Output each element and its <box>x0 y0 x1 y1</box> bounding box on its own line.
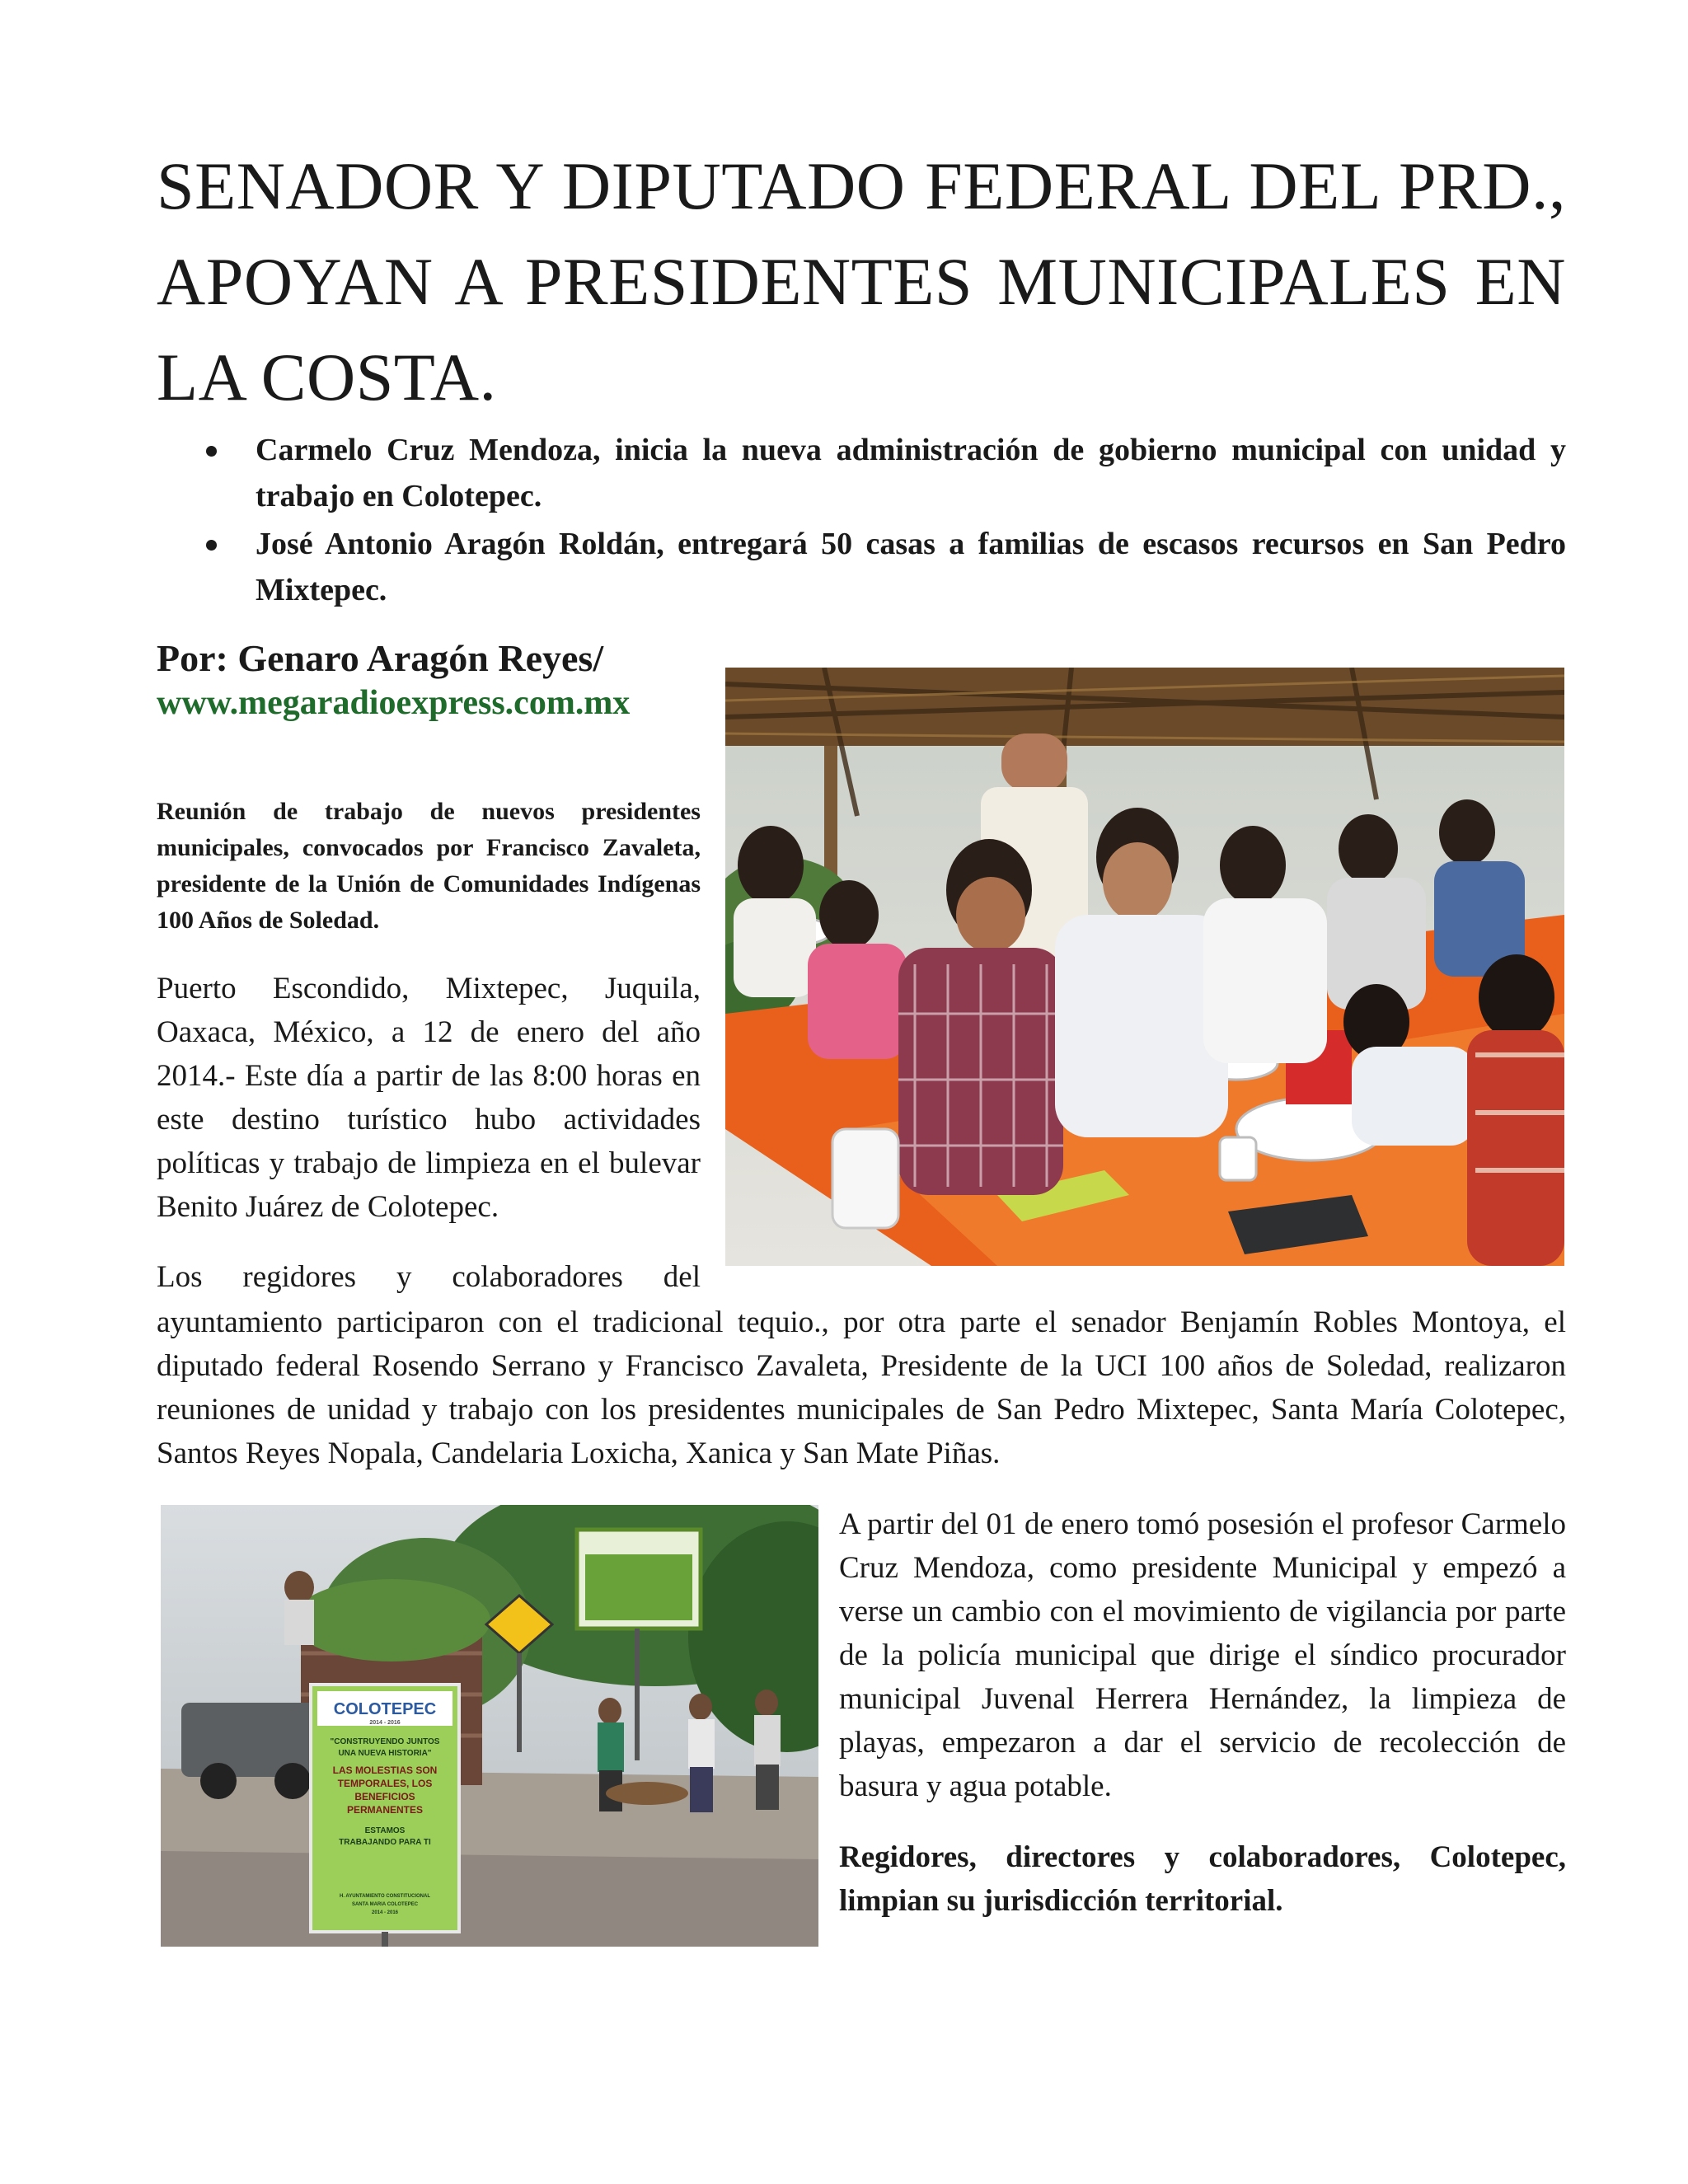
summary-bullet-list <box>198 427 1566 615</box>
sign-line: "CONSTRUYENDO JUNTOS <box>330 1737 440 1746</box>
cleanup-photo <box>161 1505 818 1947</box>
body-paragraph-lead: Los regidores y colaboradores del <box>157 1260 701 1294</box>
sign-years-text: 2014 - 2016 <box>369 1720 401 1726</box>
bullet-dot-icon <box>206 540 217 551</box>
sign-line: SANTA MARIA COLOTEPEC <box>351 1902 419 1907</box>
sign-line: UNA NUEVA HISTORIA" <box>338 1749 432 1758</box>
body-paragraph: A partir del 01 de enero tomó posesión el profesor Carmelo Cruz Mendoza, como presidente Municipal y empezó a verse un cambio con el movimiento de vigilancia por parte de la policía municipal que dirige el síndico procurador municipal Juvenal Herrera Hernández, la limpieza de playas, empezaron a dar el servicio de recolección de basura y agua potable. <box>839 1507 1566 1803</box>
photo-caption-cleanup: Regidores, directores y colaboradores, Colotepec, limpian su jurisdicción territorial. <box>839 1840 1566 1918</box>
website-link[interactable]: www.megaradioexpress.com.mx <box>157 684 631 722</box>
sign-line: BENEFICIOS <box>354 1791 415 1802</box>
bullet-dot-icon <box>206 446 217 457</box>
summary-bullet-text: José Antonio Aragón Roldán, entregará 50 casas a familias de escasos recursos en San Pedro Mixtepec. <box>256 527 1566 607</box>
sign-line: TEMPORALES, LOS <box>337 1778 433 1789</box>
sign-line: 2014 - 2016 <box>371 1910 399 1915</box>
author-byline: Por: Genaro Aragón Reyes/ <box>157 637 604 679</box>
body-paragraph: ayuntamiento participaron con el tradicional tequio., por otra parte el senador Benjamín Robles Montoya, el diputado federal Rosendo Serrano y Francisco Zavaleta, Presidente de la UCI 100 años de Soledad, realizaron reuniones de unidad y trabajo con los presidentes municipales de San Pedro Mixtepec, Santa María Colotepec, Santos Reyes Nopala, Candelaria Loxicha, Xanica y San Mate Piñas. <box>157 1305 1566 1470</box>
summary-bullet <box>198 521 1566 613</box>
meeting-photo <box>725 668 1564 1266</box>
sign-line: LAS MOLESTIAS SON <box>332 1765 438 1776</box>
photo-caption-meeting: Reunión de trabajo de nuevos presidentes municipales, convocados por Francisco Zavaleta, presidente de la Unión de Comunidades Indígenas 100 Años de Soledad. <box>157 798 701 934</box>
sign-header-text: COLOTEPEC <box>333 1700 437 1718</box>
summary-bullet-text: Carmelo Cruz Mendoza, inicia la nueva administración de gobierno municipal con unidad y trabajo en Colotepec. <box>256 433 1566 513</box>
summary-bullet <box>198 427 1566 519</box>
sign-line: PERMANENTES <box>346 1804 424 1816</box>
body-paragraph: Puerto Escondido, Mixtepec, Juquila, Oaxaca, México, a 12 de enero del año 2014.- Este día a partir de las 8:00 horas en este destino turístico hubo actividades políticas y trabajo de limpieza en el bulevar Benito Juárez de Colotepec. <box>157 972 701 1224</box>
sign-line: H. AYUNTAMIENTO CONSTITUCIONAL <box>339 1894 431 1899</box>
article-title: SENADOR Y DIPUTADO FEDERAL DEL PRD., APOYAN A PRESIDENTES MUNICIPALES EN LA COSTA. <box>157 148 1566 415</box>
sign-line: ESTAMOS <box>364 1826 406 1835</box>
sign-line: TRABAJANDO PARA TI <box>339 1838 431 1847</box>
